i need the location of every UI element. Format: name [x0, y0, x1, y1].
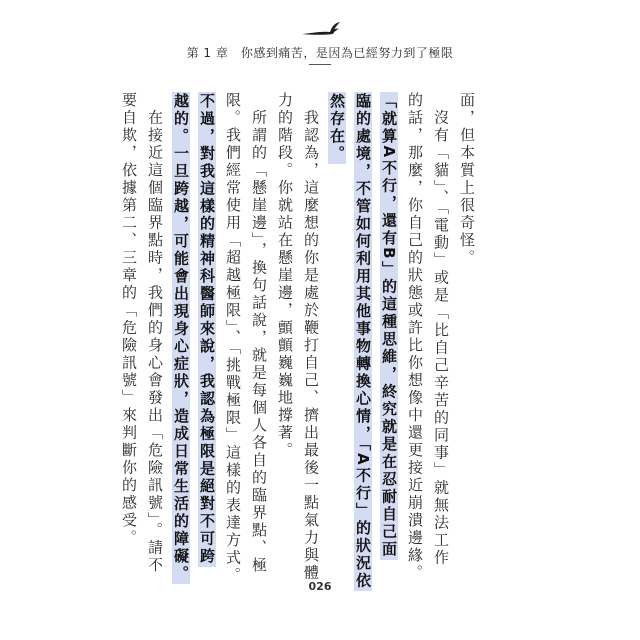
text-column-5-highlighted — [352, 92, 374, 591]
highlight-line-4: 「就算A不行，還有B」的這種思維，終究就是在忍耐自己面 — [380, 93, 398, 559]
text-column-10: 限。我們經常使用「超越極限」、「挑戰極限」這樣的表達方式。 — [224, 92, 242, 585]
text-column-8: 力的階段。你就站在懸崖邊，顫顫巍巍地撐著。 — [276, 92, 294, 460]
highlight-line-6: 然存在。 — [328, 93, 346, 163]
text-column-3: 的話，那麼，你自己的狀態或許比你想像中還更接近崩潰邊緣。 — [406, 92, 424, 582]
running-header — [0, 44, 640, 61]
text-column-11-highlighted — [196, 92, 218, 567]
highlight-line-12: 越的。一旦跨越，可能會出現身心症狀，造成日常生活的障礙。 — [172, 93, 190, 583]
page-number: 026 — [308, 580, 332, 593]
text-column-13: 在接近這個臨界點時，我們的身心會發出「危險訊號」。請不 — [146, 92, 164, 575]
chapter-number: 第 1 章 — [186, 46, 229, 60]
text-column-6-highlighted — [326, 92, 348, 164]
text-column-4-highlighted — [378, 92, 400, 560]
text-column-7: 我認為，這麼想的你是處於鞭打自己、擠出最後一點氣力與體 — [302, 92, 320, 582]
header-rule — [309, 64, 331, 65]
text-column-12-highlighted — [170, 92, 192, 584]
highlight-line-5: 臨的處境，不管如何利用其他事物轉換心情，「A不行」的狀況依 — [354, 93, 372, 590]
chapter-title: 你感到痛苦，是因為已經努力到了極限 — [240, 46, 454, 60]
text-column-14: 要自欺，依據第二、三章的「危險訊號」來判斷你的感受。 — [120, 92, 138, 547]
text-column-9: 所謂的「懸崖邊」，換句話說，就是每個人各自的臨界點、極 — [250, 92, 268, 575]
bird-ornament-icon — [300, 20, 344, 40]
text-column-1: 面，但本質上很奇怪。 — [458, 92, 476, 267]
text-column-2: 沒有「貓」、「電動」或是「比自己辛苦的同事」就無法工作 — [432, 92, 450, 567]
highlight-line-11: 不過，對我這樣的精神科醫師來說，我認為極限是絕對不可跨 — [198, 93, 216, 566]
